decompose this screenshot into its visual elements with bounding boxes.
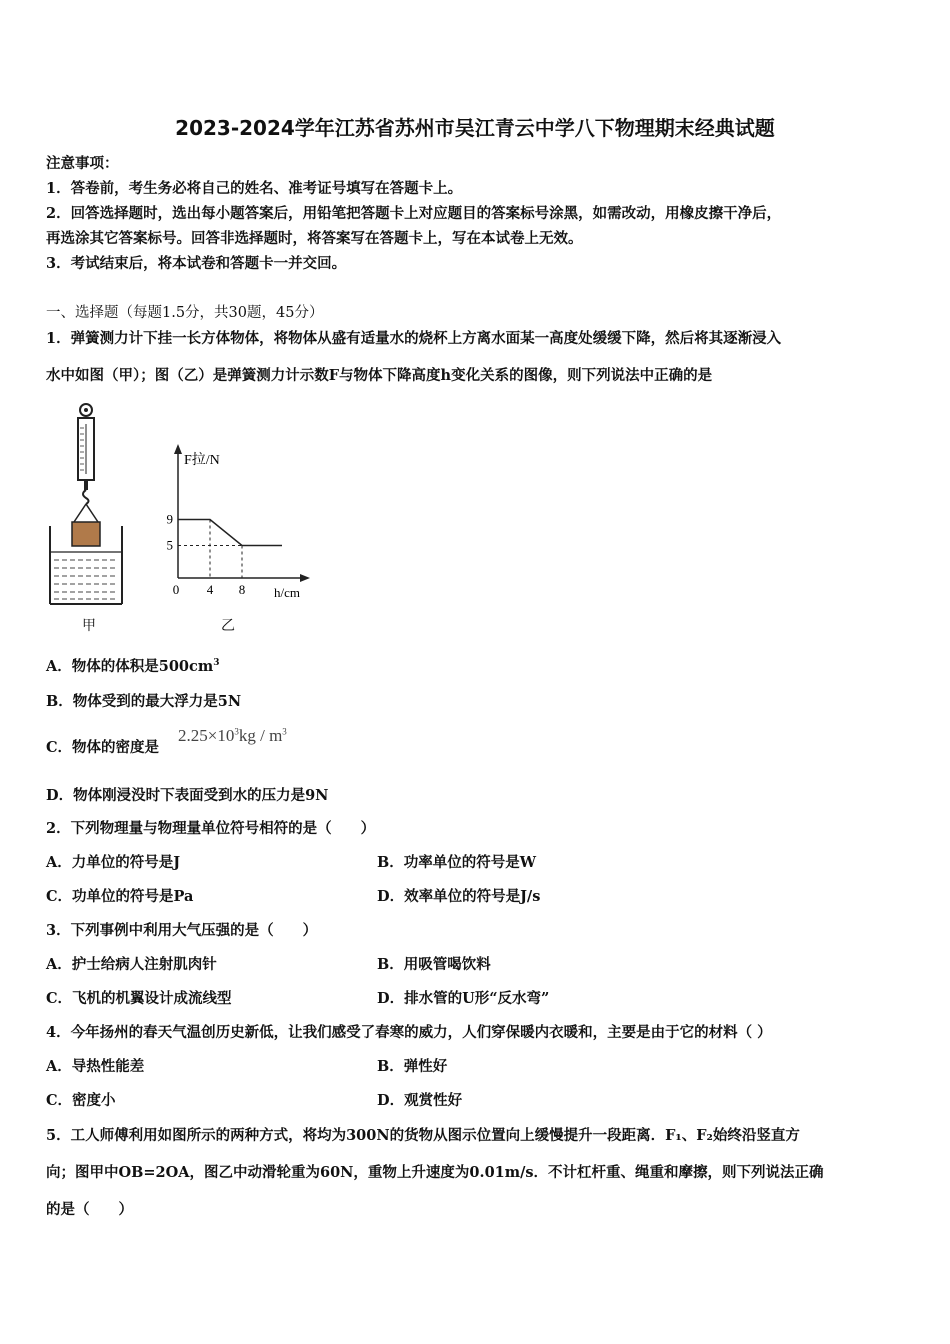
y-tick-label: 9 <box>166 511 173 527</box>
notes-header: 注意事项： <box>46 155 119 172</box>
x-tick-label: 4 <box>206 582 214 597</box>
figure-spring-scale <box>46 400 136 640</box>
q1-option-a <box>46 655 219 676</box>
note-item: 3．考试结束后，将本试卷和答题卡一并交回。 <box>46 255 347 272</box>
q3-option-d: D．排水管的U形“反水弯” <box>377 990 550 1007</box>
y-axis-arrow-icon <box>174 444 182 454</box>
q1-option-d: D．物体刚浸没时下表面受到水的压力是9N <box>46 787 329 804</box>
note-item: 再选涂其它答案标号。回答非选择题时，将答案写在答题卡上，写在本试卷上无效。 <box>46 230 583 247</box>
x-axis-arrow-icon <box>300 574 310 582</box>
q1-stem-line1: 1．弹簧测力计下挂一长方体物体，将物体从盛有适量水的烧杯上方离水面某一高度处缓缓下降，然后将其逐渐浸入 <box>46 330 782 347</box>
q5-stem-line2: 向；图甲中OB=2OA，图乙中动滑轮重为60N，重物上升速度为0.01m/s．不计杠杆重、绳重和摩擦，则下列说法正确 <box>46 1164 824 1181</box>
q1-option-a-text: A．物体的体积是500cm <box>46 658 214 675</box>
q1-option-c-formula <box>178 726 287 746</box>
q5-stem-line3: 的是（ ） <box>46 1201 133 1218</box>
density-unit-exponent: 3 <box>282 726 287 737</box>
note-item: 2．回答选择题时，选出每小题答案后，用铅笔把答题卡上对应题目的答案标号涂黑，如需改动，用橡皮擦干净后， <box>46 205 782 222</box>
density-exponent: 3 <box>234 726 239 737</box>
q3-option-b: B．用吸管喝饮料 <box>377 956 491 973</box>
x-tick-label: 8 <box>238 582 246 597</box>
figure-b-label: 乙 <box>221 618 235 634</box>
page-title: 2023-2024学年江苏省苏州市吴江青云中学八下物理期末经典试题 <box>175 116 775 140</box>
q1-option-b: B．物体受到的最大浮力是5N <box>46 693 242 710</box>
density-unit: kg / m <box>238 726 283 745</box>
y-tick-label: 5 <box>166 537 173 553</box>
figure-f-h-chart <box>160 440 320 610</box>
q2-option-d: D．效率单位的符号是J/s <box>377 888 541 905</box>
q3-stem: 3．下列事例中利用大气压强的是（ ） <box>46 922 318 939</box>
q3-option-c: C．飞机的机翼设计成流线型 <box>46 990 232 1007</box>
q1-option-c <box>46 736 159 757</box>
section-heading: 一、选择题（每题1.5分，共30题，45分） <box>46 305 324 321</box>
q5-stem-line1: 5．工人师傅利用如图所示的两种方式，将均为300N的货物从图示位置向上缓慢提升一段距离．F₁、F₂始终沿竖直方 <box>46 1127 800 1144</box>
q1-stem-line2: 水中如图（甲）；图（乙）是弹簧测力计示数F与物体下降高度h变化关系的图像，则下列说法中正确的是 <box>46 367 713 384</box>
q4-option-b: B．弹性好 <box>377 1058 448 1075</box>
q2-option-a: A．力单位的符号是J <box>46 854 181 871</box>
figure-a-label: 甲 <box>82 618 96 634</box>
x-axis-label: h/cm <box>274 585 300 600</box>
q4-option-c: C．密度小 <box>46 1092 116 1109</box>
q3-option-a: A．护士给病人注射肌肉针 <box>46 956 217 973</box>
q2-option-b: B．功率单位的符号是W <box>377 854 537 871</box>
q4-stem: 4．今年扬州的春天气温创历史新低，让我们感受了春寒的威力，人们穿保暖内衣暖和，主要是由于它的材料（ ） <box>46 1024 772 1041</box>
density-value: 2.25×10 <box>178 726 235 745</box>
series-line <box>178 520 282 546</box>
note-item: 1．答卷前，考生务必将自己的姓名、准考证号填写在答题卡上。 <box>46 180 463 197</box>
q4-option-a: A．导热性能差 <box>46 1058 145 1075</box>
q1-option-a-sup: 3 <box>213 658 220 669</box>
x-tick-label: 0 <box>172 582 180 597</box>
q1-option-c-text: C．物体的密度是 <box>46 739 160 756</box>
y-axis-label: F拉/N <box>184 453 220 468</box>
q4-option-d: D．观赏性好 <box>377 1092 463 1109</box>
q2-stem: 2．下列物理量与物理量单位符号相符的是（ ） <box>46 820 376 837</box>
q2-option-c: C．功单位的符号是Pa <box>46 888 194 905</box>
